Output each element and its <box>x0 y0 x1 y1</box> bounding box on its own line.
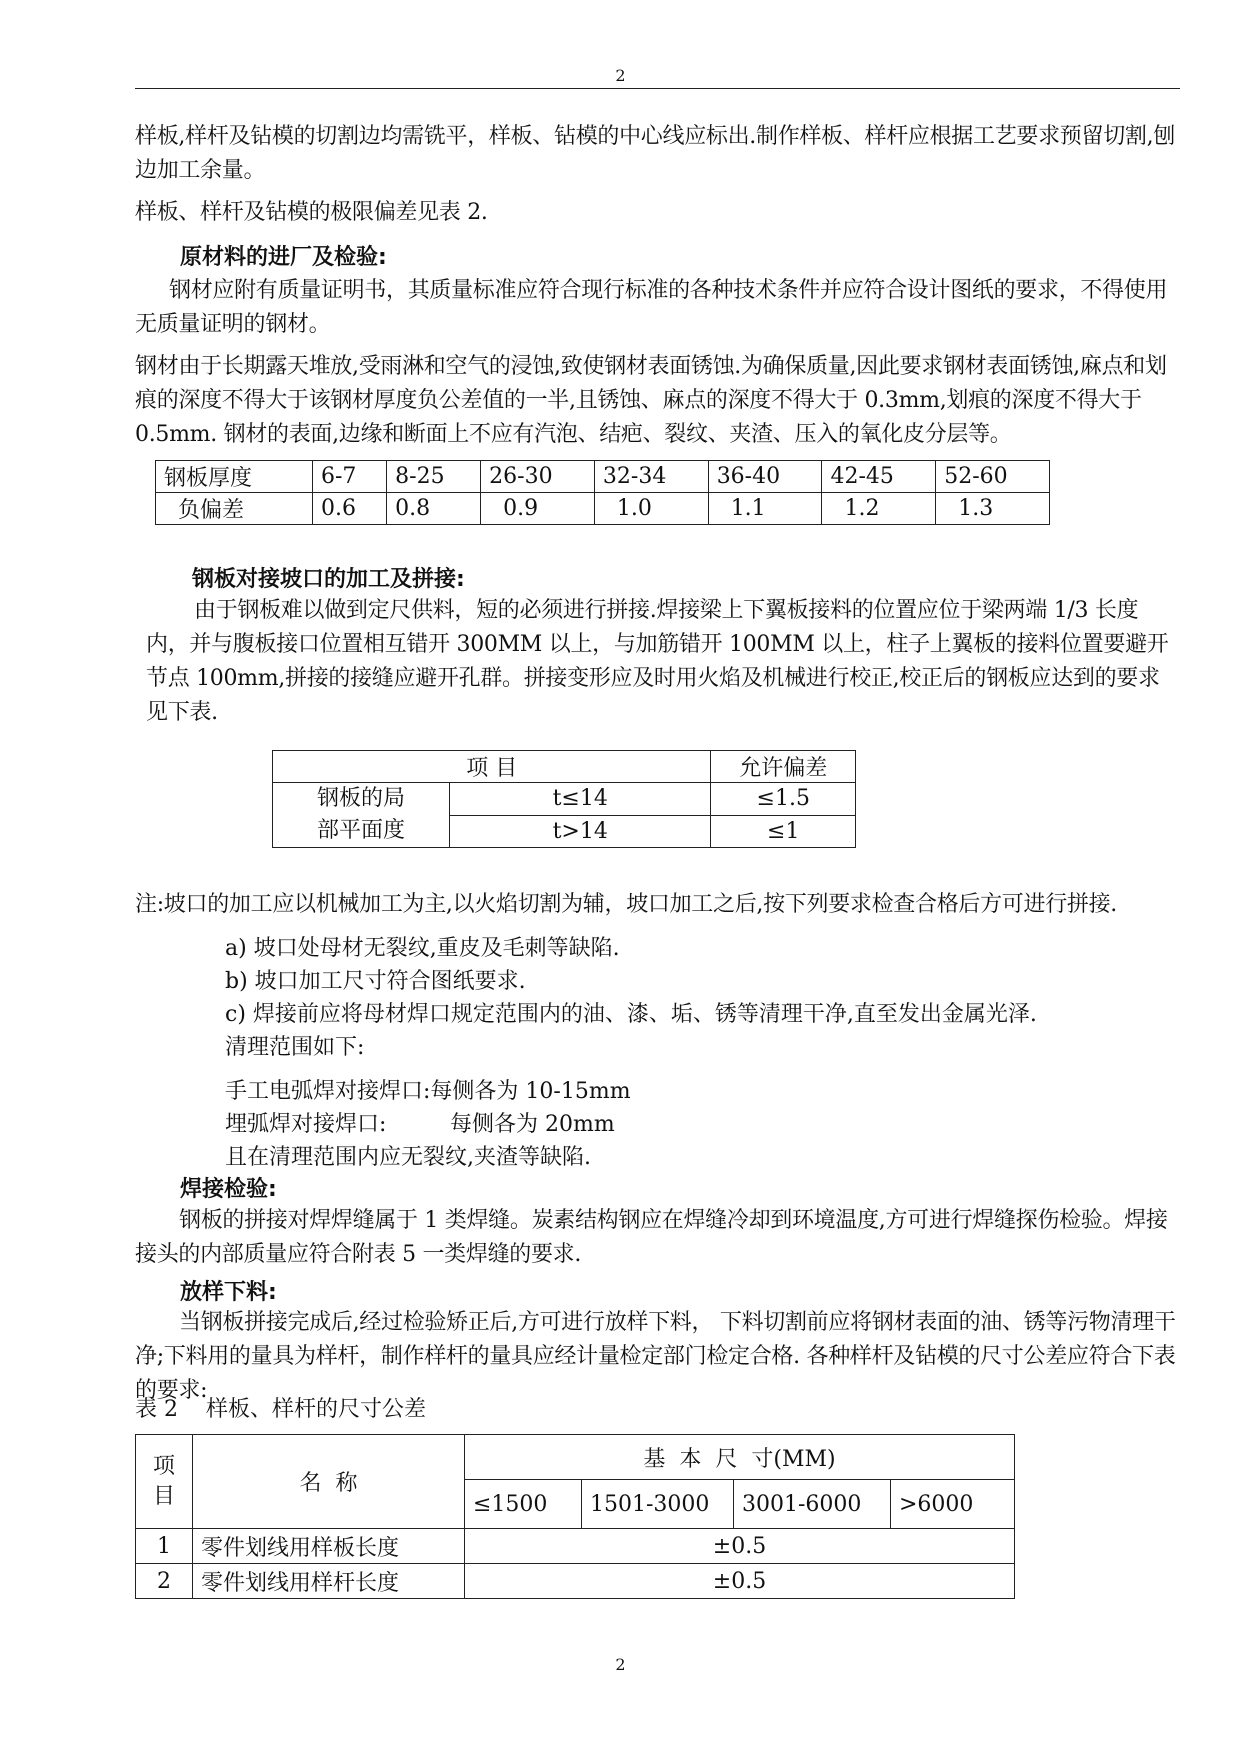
table-header-basic-size: 基 本 尺 寸(MM) <box>465 1435 1015 1480</box>
table-cell: 1.3 <box>936 493 1050 525</box>
table-cell: ≤1500 <box>465 1480 582 1529</box>
table-cell: 钢板厚度 <box>156 461 313 493</box>
table-cell: 零件划线用样杆长度 <box>193 1564 465 1599</box>
item-header-line-2: 目 <box>152 1483 175 1509</box>
section-title-weld-inspection: 焊接检验: <box>180 1177 277 1202</box>
table-cell: 0.6 <box>313 493 387 525</box>
table-row <box>156 493 1050 525</box>
table-header: 项 目 <box>273 751 711 783</box>
template-tolerance-table <box>135 1434 1015 1599</box>
raw-material-paragraph-2: 钢材由于长期露天堆放,受雨淋和空气的浸蚀,致使钢材表面锈蚀.为确保质量,因此要求钢材表面锈蚀,麻点和划痕的深度不得大于该钢材厚度负公差值的一半,且锈蚀、麻点的深度不得大于 0.3mm,划痕的深度不得大于 0.5mm. 钢材的表面,边缘和断面上不应有汽泡、结疤、裂纹、夹渣、压入的氧化皮分层等。 <box>135 354 1167 447</box>
table-cell: >6000 <box>891 1480 1015 1529</box>
table-cell: 26-30 <box>481 461 595 493</box>
list-item: c) 焊接前应将母材焊口规定范围内的油、漆、垢、锈等清理干净,直至发出金属光泽. <box>225 1002 1037 1027</box>
flatness-table <box>272 750 856 848</box>
footer-page-number: 2 <box>615 1655 626 1674</box>
table-cell: 2 <box>136 1564 193 1599</box>
cleaning-scope-label: 清理范围如下: <box>225 1035 365 1060</box>
table-cell: 零件划线用样板长度 <box>193 1529 465 1564</box>
raw-material-paragraph-1: 钢材应附有质量证明书，其质量标准应符合现行标准的各种技术条件并应符合设计图纸的要求，不得使用无质量证明的钢材。 <box>135 278 1168 337</box>
table-caption: 表 2 样板、样杆的尺寸公差 <box>135 1397 426 1422</box>
table-row <box>273 783 856 816</box>
table-cell: ≤1 <box>711 815 856 848</box>
table-row <box>136 1564 1015 1599</box>
submerged-arc-range: 每侧各为 20mm <box>450 1112 615 1137</box>
table-cell: ±0.5 <box>465 1529 1015 1564</box>
table-header-item <box>136 1435 193 1529</box>
table-cell: 36-40 <box>708 461 822 493</box>
section-title-butt-joint: 钢板对接坡口的加工及拼接: <box>192 567 465 592</box>
section-title-layout-cutting: 放样下料: <box>180 1280 277 1305</box>
header-page-number: 2 <box>615 66 626 85</box>
butt-joint-paragraph: 由于钢板难以做到定尺供料，短的必须进行拼接.焊接梁上下翼板接料的位置应位于梁两端 1/3 长度内，并与腹板接口位置相互错开 300MM 以上，与加筋错开 100MM 以上，柱子上翼板的接料位置要避开节点 100mm,拼接的接缝应避开孔群。拼接变形应及时用火焰及机械进行校正,校正后的钢板应达到的要求见下表. <box>146 598 1169 725</box>
table-cell: 1 <box>136 1529 193 1564</box>
table-cell: 负偏差 <box>156 493 313 525</box>
flatness-label-line-2: 部平面度 <box>316 818 405 843</box>
manual-arc-range: 手工电弧焊对接焊口:每侧各为 10-15mm <box>225 1079 631 1104</box>
table-cell: 42-45 <box>822 461 936 493</box>
submerged-arc-label: 埋弧焊对接焊口: <box>225 1112 387 1137</box>
table-header-name: 名 称 <box>193 1435 465 1529</box>
table-cell: 52-60 <box>936 461 1050 493</box>
weld-inspection-paragraph: 钢板的拼接对焊焊缝属于 1 类焊缝。炭素结构钢应在焊缝冷却到环境温度,方可进行焊缝探伤检验。焊接接头的内部质量应符合附表 5 一类焊缝的要求. <box>135 1208 1168 1267</box>
intro-paragraph: 样板,样杆及钻模的切割边均需铣平，样板、钻模的中心线应标出.制作样板、样杆应根据工艺要求预留切割,刨边加工余量。 <box>135 124 1175 183</box>
table-row <box>273 751 856 783</box>
list-item: b) 坡口加工尺寸符合图纸要求. <box>225 969 526 994</box>
table-cell: 0.9 <box>481 493 595 525</box>
table-cell: t>14 <box>450 815 711 848</box>
table-row <box>136 1529 1015 1564</box>
flatness-label-line-1: 钢板的局 <box>316 786 405 811</box>
table-cell: 3001-6000 <box>734 1480 891 1529</box>
tolerance-reference: 样板、样杆及钻模的极限偏差见表 2. <box>135 200 488 225</box>
table-cell: 1.2 <box>822 493 936 525</box>
table-cell: 6-7 <box>313 461 387 493</box>
table-cell: ≤1.5 <box>711 783 856 816</box>
table-cell: 1501-3000 <box>582 1480 734 1529</box>
plate-thickness-table <box>155 460 1050 525</box>
bevel-note: 注:坡口的加工应以机械加工为主,以火焰切割为辅，坡口加工之后,按下列要求检查合格后方可进行拼接. <box>135 892 1117 917</box>
table-cell: 8-25 <box>387 461 481 493</box>
header-rule <box>135 88 1180 89</box>
table-cell: 0.8 <box>387 493 481 525</box>
table-cell <box>273 783 450 848</box>
list-item: a) 坡口处母材无裂纹,重皮及毛刺等缺陷. <box>225 936 620 961</box>
table-row <box>136 1435 1015 1480</box>
table-cell: 1.1 <box>708 493 822 525</box>
layout-cutting-paragraph: 当钢板拼接完成后,经过检验矫正后,方可进行放样下料， 下料切割前应将钢材表面的油、锈等污物清理干净;下料用的量具为样杆，制作样杆的量具应经计量检定部门检定合格. 各种样杆及钻模的尺寸公差应符合下表的要求: <box>135 1310 1176 1403</box>
table-cell: 32-34 <box>594 461 708 493</box>
table-row <box>156 461 1050 493</box>
table-cell: 1.0 <box>594 493 708 525</box>
table-cell: ±0.5 <box>465 1564 1015 1599</box>
no-crack-requirement: 且在清理范围内应无裂纹,夹渣等缺陷. <box>225 1145 591 1170</box>
table-header: 允许偏差 <box>711 751 856 783</box>
section-title-raw-material: 原材料的进厂及检验: <box>180 245 387 270</box>
table-cell: t≤14 <box>450 783 711 816</box>
item-header-line-1: 项 <box>152 1453 175 1479</box>
